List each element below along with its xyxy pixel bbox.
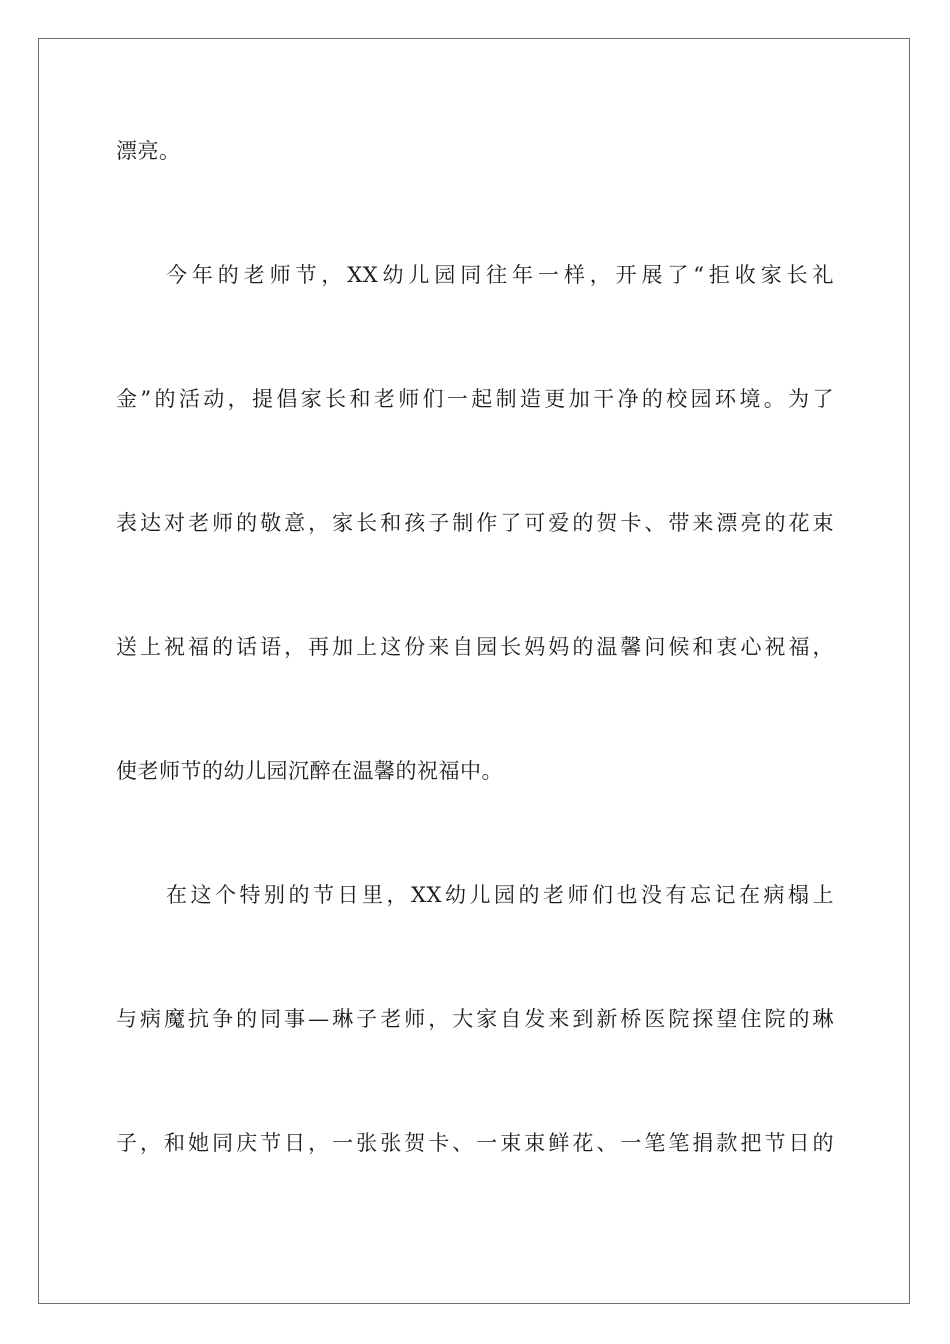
text-line: 金”的活动，提倡家长和老师们一起制造更加干净的校园环境。为了 — [116, 387, 834, 411]
paragraph-first-line: 今年的老师节，XX幼儿园同往年一样，开展了“拒收家长礼 — [166, 263, 834, 287]
text-line: 表达对老师的敬意，家长和孩子制作了可爱的贺卡、带来漂亮的花束 — [116, 511, 834, 535]
text-line: 与病魔抗争的同事—琳子老师，大家自发来到新桥医院探望住院的琳 — [116, 1007, 834, 1031]
text-line: 送上祝福的话语，再加上这份来自园长妈妈的温馨问候和衷心祝福， — [116, 635, 834, 659]
text-line: 漂亮。 — [116, 139, 181, 163]
text-line: 子，和她同庆节日，一张张贺卡、一束束鲜花、一笔笔捐款把节日的 — [116, 1131, 834, 1155]
page-frame — [38, 38, 910, 1304]
text-line: 使老师节的幼儿园沉醉在温馨的祝福中。 — [116, 759, 503, 783]
paragraph-first-line: 在这个特别的节日里，XX幼儿园的老师们也没有忘记在病榻上 — [166, 883, 834, 907]
